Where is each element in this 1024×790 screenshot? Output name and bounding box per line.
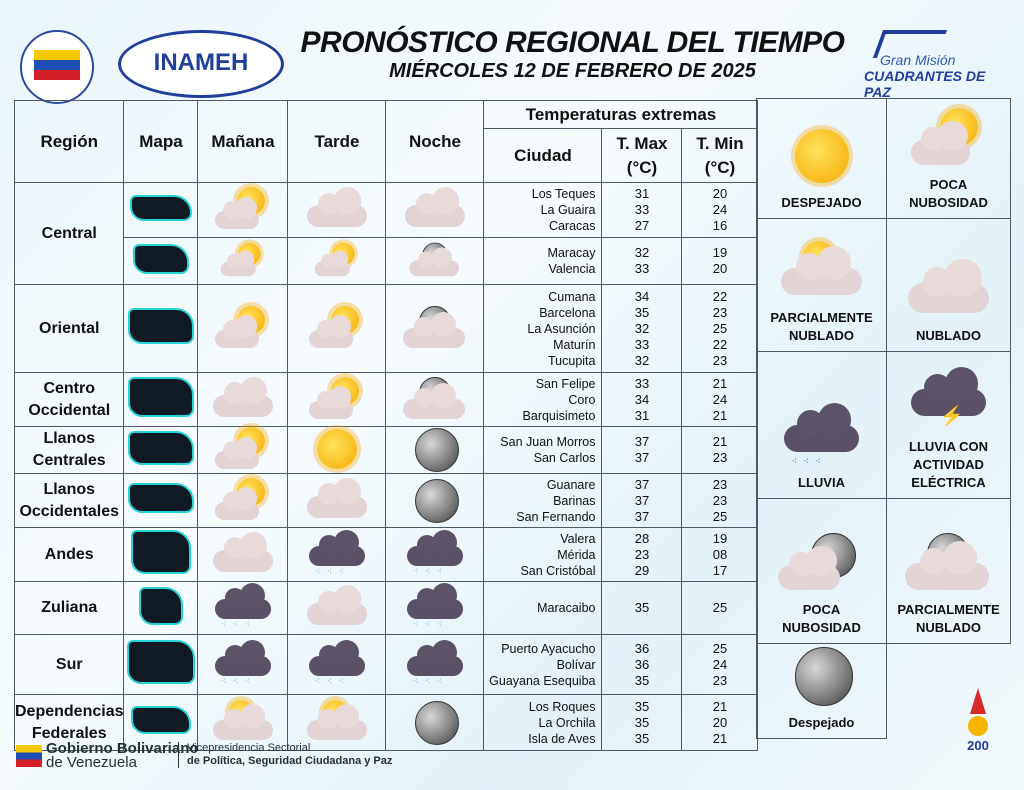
city-list: Maracay Valencia <box>484 238 602 285</box>
header-tmax: T. Max (°C) <box>602 129 682 183</box>
header-tmin: T. Min (°C) <box>682 129 758 183</box>
legend-lluvia-label: LLUVIA <box>798 475 845 490</box>
parcialmente-nublado-night-icon <box>399 377 471 423</box>
region-name: Zuliana <box>15 582 124 635</box>
inameh-logo <box>118 30 284 98</box>
parcialmente-nublado-icon <box>301 700 373 746</box>
region-map-icon <box>131 530 191 574</box>
morning-forecast <box>198 635 288 695</box>
tmin-values: 19 20 <box>682 238 758 285</box>
nublado-icon <box>301 187 373 233</box>
moon-icon <box>399 700 471 746</box>
city-list: Cumana Barcelona La Asunción Maturín Tucupita <box>484 285 602 373</box>
region-name: Centro Occidental <box>15 373 124 427</box>
legend-despejado-noche-label: Despejado <box>788 715 855 730</box>
nublado-icon <box>301 585 373 631</box>
region-map-icon <box>128 483 194 513</box>
legend-icon <box>888 108 1009 170</box>
region-map <box>124 373 198 427</box>
header-region: Región <box>15 101 124 183</box>
morning-forecast <box>198 373 288 427</box>
legend-nublado-label: NUBLADO <box>916 328 981 343</box>
region-map <box>124 427 198 474</box>
gov-line2: de Venezuela <box>46 754 137 771</box>
region-map <box>124 285 198 373</box>
afternoon-forecast <box>288 474 386 528</box>
afternoon-forecast <box>288 427 386 474</box>
legend-icon <box>888 259 1009 321</box>
poca-nubosidad-icon <box>301 377 373 423</box>
bicentenario-logo <box>956 684 1000 764</box>
lluvia-icon: ⁖ ⁖ ⁖ <box>773 406 870 468</box>
parcialmente-nublado-night-icon <box>900 533 997 595</box>
tmax-values: 33 34 31 <box>602 373 682 427</box>
poca-nubosidad-icon <box>900 108 997 170</box>
poca-nubosidad-icon <box>301 306 373 352</box>
legend-poca-nubosidad-noche-label: POCA NUBOSIDAD <box>782 602 861 635</box>
tmax-values: 34 35 32 33 32 <box>602 285 682 373</box>
nublado-icon <box>207 532 279 578</box>
tmin-values: 19 08 17 <box>682 528 758 582</box>
tmin-values: 23 23 25 <box>682 474 758 528</box>
city-list: San Felipe Coro Barquisimeto <box>484 373 602 427</box>
legend-poca-nubosidad-label: POCA NUBOSIDAD <box>909 177 988 210</box>
legend-parcialmente-nublado-noche-label: PARCIALMENTE NUBLADO <box>897 602 1000 635</box>
legend-icon <box>758 533 885 595</box>
parcialmente-nublado-icon <box>773 241 870 303</box>
poca-nubosidad-icon <box>207 187 279 233</box>
region-name: Sur <box>15 635 124 695</box>
morning-forecast <box>198 528 288 582</box>
inameh-logo-text: INAMEH <box>153 49 249 76</box>
header-afternoon: Tarde <box>288 101 386 183</box>
region-map <box>124 582 198 635</box>
lluvia-icon: ⁖ ⁖ ⁖ <box>301 532 373 578</box>
vice-line2: de Política, Seguridad Ciudadana y Paz <box>187 755 393 767</box>
poca-nubosidad-icon <box>207 427 279 473</box>
region-map-icon <box>127 640 195 684</box>
table-row <box>15 528 758 582</box>
region-map-icon <box>128 431 194 465</box>
table-row <box>15 183 758 238</box>
parcialmente-nublado-night-icon <box>406 243 464 280</box>
legend-icon <box>758 406 885 468</box>
afternoon-forecast <box>288 582 386 635</box>
moon-icon <box>399 427 471 473</box>
region-name: Central <box>15 183 124 285</box>
vicepresidencia-logo <box>178 742 392 768</box>
morning-forecast <box>198 474 288 528</box>
night-forecast <box>386 474 484 528</box>
night-forecast <box>386 183 484 238</box>
legend-parcialmente-nublado-noche <box>887 499 1011 644</box>
lluvia-icon: ⁖ ⁖ ⁖ <box>399 585 471 631</box>
tormenta-icon: ⚡ <box>900 370 997 432</box>
tmax-values: 37 37 <box>602 427 682 474</box>
legend-icon <box>888 370 1009 432</box>
table-row <box>15 427 758 474</box>
flag-icon <box>16 745 42 767</box>
legend-table <box>756 98 1011 739</box>
legend-parcialmente-nublado <box>757 219 887 352</box>
region-name: Llanos Centrales <box>15 427 124 474</box>
tmin-values: 21 20 21 <box>682 695 758 751</box>
gov-line1: Gobierno Bolivariano <box>46 740 199 757</box>
page-date: MIÉRCOLES 12 DE FEBRERO DE 2025 <box>389 60 756 82</box>
night-forecast <box>386 373 484 427</box>
morning-forecast <box>198 183 288 238</box>
header-temps: Temperaturas extremas <box>484 101 758 129</box>
region-name: Llanos Occidentales <box>15 474 124 528</box>
region-map-icon <box>139 587 183 625</box>
tmax-values: 35 35 35 <box>602 695 682 751</box>
tmax-values: 37 37 37 <box>602 474 682 528</box>
city-list: Los Teques La Guaira Caracas <box>484 183 602 238</box>
legend-nublado <box>887 219 1011 352</box>
tmin-values: 21 23 <box>682 427 758 474</box>
table-row <box>15 635 758 695</box>
afternoon-forecast <box>288 238 386 285</box>
region-map-icon <box>128 377 194 417</box>
night-forecast <box>386 528 484 582</box>
header-morning: Mañana <box>198 101 288 183</box>
night-forecast <box>386 427 484 474</box>
region-map <box>124 474 198 528</box>
region-map-icon <box>128 308 194 344</box>
gm-logo-line2: CUADRANTES DE PAZ <box>864 68 986 100</box>
forecast-table <box>14 100 758 751</box>
region-map <box>124 528 198 582</box>
legend-icon <box>758 126 885 188</box>
tmin-values: 21 24 21 <box>682 373 758 427</box>
region-map <box>124 635 198 695</box>
tmin-values: 20 24 16 <box>682 183 758 238</box>
moon-icon <box>773 646 870 708</box>
tmax-values: 28 23 29 <box>602 528 682 582</box>
legend-icon <box>758 646 885 708</box>
gm-logo-line1: Gran Misión <box>880 52 956 68</box>
legend-lluvia-electrica-label: LLUVIA CON ACTIVIDAD ELÉCTRICA <box>909 439 988 490</box>
legend-lluvia-electrica <box>887 352 1011 499</box>
night-forecast <box>386 285 484 373</box>
bicentenario-number: 200 <box>967 738 989 753</box>
tmin-values: 25 24 23 <box>682 635 758 695</box>
lluvia-icon: ⁖ ⁖ ⁖ <box>399 642 471 688</box>
poca-nubosidad-night-icon <box>773 533 870 595</box>
table-row <box>15 582 758 635</box>
night-forecast <box>386 582 484 635</box>
region-map <box>124 183 198 238</box>
legend-poca-nubosidad <box>887 99 1011 219</box>
legend-poca-nubosidad-noche <box>757 499 887 644</box>
city-list: Maracaibo <box>484 582 602 635</box>
poca-nubosidad-icon <box>207 306 279 352</box>
despejado-icon <box>773 126 870 188</box>
legend-icon <box>758 241 885 303</box>
afternoon-forecast <box>288 285 386 373</box>
afternoon-forecast <box>288 528 386 582</box>
afternoon-forecast <box>288 635 386 695</box>
region-map-icon <box>130 195 192 221</box>
venezuela-seal-logo <box>20 30 94 104</box>
lluvia-icon: ⁖ ⁖ ⁖ <box>301 642 373 688</box>
night-forecast <box>386 238 484 285</box>
region-name: Dependencias Federales <box>15 695 124 751</box>
poca-nubosidad-icon <box>308 243 366 280</box>
legend-despejado <box>757 99 887 219</box>
poca-nubosidad-icon <box>207 478 279 524</box>
afternoon-forecast <box>288 373 386 427</box>
legend-icon <box>888 533 1009 595</box>
table-row <box>15 373 758 427</box>
region-map <box>124 238 198 285</box>
afternoon-forecast <box>288 183 386 238</box>
nublado-icon <box>900 259 997 321</box>
tmax-values: 32 33 <box>602 238 682 285</box>
nublado-icon <box>207 377 279 423</box>
morning-forecast <box>198 582 288 635</box>
header-city: Ciudad <box>484 129 602 183</box>
gran-mision-logo <box>860 26 1010 100</box>
region-map-icon <box>131 706 191 734</box>
moon-icon <box>399 478 471 524</box>
tmax-values: 31 33 27 <box>602 183 682 238</box>
morning-forecast <box>198 285 288 373</box>
legend-despejado-noche <box>757 644 887 739</box>
morning-forecast <box>198 238 288 285</box>
vice-line1: Vicepresidencia Sectorial <box>187 742 311 754</box>
night-forecast <box>386 695 484 751</box>
gobierno-logo <box>16 742 199 770</box>
tmax-values: 36 36 35 <box>602 635 682 695</box>
table-row <box>15 474 758 528</box>
lluvia-icon: ⁖ ⁖ ⁖ <box>207 585 279 631</box>
parcialmente-nublado-icon <box>207 700 279 746</box>
city-list: Guanare Barinas San Fernando <box>484 474 602 528</box>
tmin-values: 22 23 25 22 23 <box>682 285 758 373</box>
region-map-icon <box>133 244 189 274</box>
city-list: San Juan Morros San Carlos <box>484 427 602 474</box>
nublado-icon <box>301 478 373 524</box>
legend-lluvia <box>757 352 887 499</box>
city-list: Valera Mérida San Cristóbal <box>484 528 602 582</box>
city-list: Los Roques La Orchila Isla de Aves <box>484 695 602 751</box>
tmax-values: 35 <box>602 582 682 635</box>
table-row <box>15 238 758 285</box>
page-title: PRONÓSTICO REGIONAL DEL TIEMPO <box>300 26 845 59</box>
legend-parcialmente-nublado-label: PARCIALMENTE NUBLADO <box>770 310 873 343</box>
region-name: Andes <box>15 528 124 582</box>
night-forecast <box>386 635 484 695</box>
city-list: Puerto Ayacucho Bolívar Guayana Esequiba <box>484 635 602 695</box>
tmin-values: 25 <box>682 582 758 635</box>
despejado-icon <box>301 427 373 473</box>
parcialmente-nublado-night-icon <box>399 306 471 352</box>
header-night: Noche <box>386 101 484 183</box>
morning-forecast <box>198 427 288 474</box>
region-name: Oriental <box>15 285 124 373</box>
table-row <box>15 285 758 373</box>
lluvia-icon: ⁖ ⁖ ⁖ <box>399 532 471 578</box>
header-map: Mapa <box>124 101 198 183</box>
poca-nubosidad-icon <box>214 243 272 280</box>
nublado-icon <box>399 187 471 233</box>
legend-despejado-label: DESPEJADO <box>781 195 862 210</box>
lluvia-icon: ⁖ ⁖ ⁖ <box>207 642 279 688</box>
